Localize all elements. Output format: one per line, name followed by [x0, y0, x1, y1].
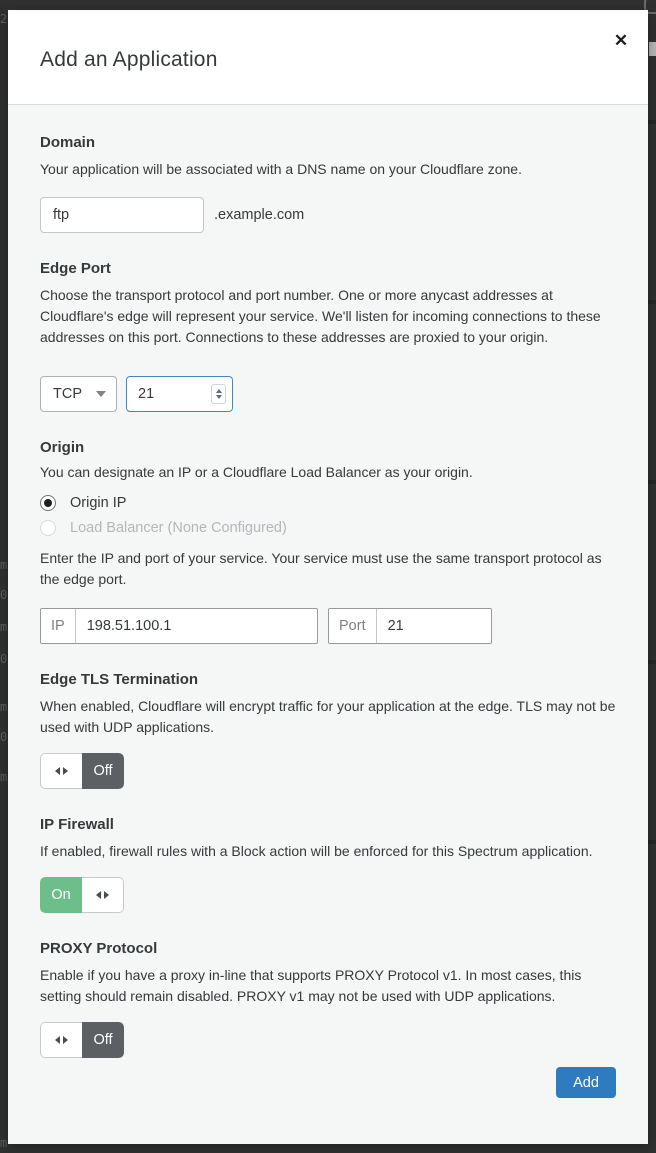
domain-suffix: .example.com	[214, 207, 305, 223]
background-artifact-glyph: 0	[0, 730, 8, 744]
origin-ip-group	[40, 608, 318, 644]
proxy-protocol-toggle-state: Off	[82, 1022, 124, 1058]
domain-input[interactable]	[40, 197, 204, 233]
toggle-handle-icon	[82, 877, 124, 913]
background-artifact-shape	[649, 42, 656, 56]
radio-disabled-icon	[40, 520, 56, 536]
toggle-handle-icon	[40, 1022, 82, 1058]
add-application-modal	[8, 10, 648, 1144]
domain-description: Your application will be associated with a DNS name on your Cloudflare zone.	[40, 161, 522, 177]
origin-description: You can designate an IP or a Cloudflare Load Balancer as your origin.	[40, 464, 473, 480]
ip-firewall-toggle[interactable]	[40, 877, 124, 913]
edge-port-input[interactable]	[127, 386, 197, 402]
edge-port-input-wrap	[126, 376, 233, 412]
background-artifact-glyph: m	[0, 558, 8, 572]
background-artifact-shape	[648, 480, 656, 484]
close-icon[interactable]: ✕	[610, 30, 632, 52]
modal-title: Add an Application	[40, 48, 218, 71]
background-artifact-glyph: 2	[0, 12, 8, 26]
radio-load-balancer-label: Load Balancer (None Configured)	[70, 519, 287, 536]
origin-section-label: Origin	[40, 439, 85, 456]
modal-header	[8, 10, 648, 105]
origin-ip-port-row	[40, 608, 616, 644]
origin-port-input[interactable]	[377, 609, 485, 643]
background-artifact-shape	[648, 840, 656, 844]
proxy-protocol-section-label: PROXY Protocol	[40, 940, 158, 957]
stepper-down-icon	[216, 395, 222, 399]
ip-firewall-section-label: IP Firewall	[40, 816, 114, 833]
modal-body	[8, 105, 648, 1098]
radio-selected-icon	[40, 495, 56, 511]
protocol-select-value: TCP	[53, 386, 82, 402]
add-button[interactable]: Add	[556, 1067, 616, 1098]
background-artifact-glyph: m	[0, 1136, 8, 1150]
domain-row	[40, 197, 616, 233]
ip-firewall-description: If enabled, firewall rules with a Block action will be enforced for this Spectrum application.	[40, 843, 593, 859]
radio-origin-ip[interactable]	[40, 494, 616, 511]
background-artifact-shape	[648, 660, 656, 664]
background-artifact-glyph: 0	[0, 652, 8, 666]
origin-port-group	[328, 608, 492, 644]
background-artifact-glyph: 0	[0, 588, 8, 602]
proxy-protocol-toggle[interactable]	[40, 1022, 124, 1058]
modal-footer	[40, 1067, 616, 1098]
origin-ip-prefix: IP	[41, 609, 76, 643]
radio-load-balancer	[40, 519, 616, 536]
origin-ip-input[interactable]	[76, 609, 312, 643]
protocol-select[interactable]	[40, 376, 117, 412]
domain-section-label: Domain	[40, 134, 96, 151]
stepper-up-icon	[216, 389, 222, 393]
edge-tls-description: When enabled, Cloudflare will encrypt traffic for your application at the edge. TLS may not be used with UDP applications.	[40, 698, 616, 735]
background-artifact-shape	[648, 300, 656, 304]
edge-port-row	[40, 376, 616, 412]
edge-tls-toggle-state: Off	[82, 753, 124, 789]
edge-port-section-label: Edge Port	[40, 260, 111, 277]
edge-port-description: Choose the transport protocol and port number. One or more anycast addresses at Cloudflare's edge will represent your service. We'll listen for incoming connections to these addresses on this port. Connections to these addresses are proxied to your origin.	[40, 287, 601, 345]
background-artifact-shape	[648, 120, 656, 124]
toggle-handle-icon	[40, 753, 82, 789]
number-stepper-icon[interactable]	[211, 384, 226, 404]
background-artifact-glyph: m	[0, 620, 8, 634]
origin-ip-description: Enter the IP and port of your service. Your service must use the same transport protocol as the edge port.	[40, 550, 602, 587]
origin-port-prefix: Port	[329, 609, 377, 643]
chevron-down-icon	[96, 391, 106, 397]
origin-radio-group	[40, 494, 616, 536]
radio-origin-ip-label: Origin IP	[70, 494, 127, 511]
edge-tls-section-label: Edge TLS Termination	[40, 671, 199, 688]
proxy-protocol-description: Enable if you have a proxy in-line that supports PROXY Protocol v1. In most cases, this setting should remain disabled. PROXY v1 may not be used with UDP applications.	[40, 967, 582, 1004]
edge-tls-toggle[interactable]	[40, 753, 124, 789]
ip-firewall-toggle-state: On	[40, 877, 82, 913]
background-artifact-glyph: m	[0, 770, 8, 784]
background-artifact-glyph: m	[0, 700, 8, 714]
